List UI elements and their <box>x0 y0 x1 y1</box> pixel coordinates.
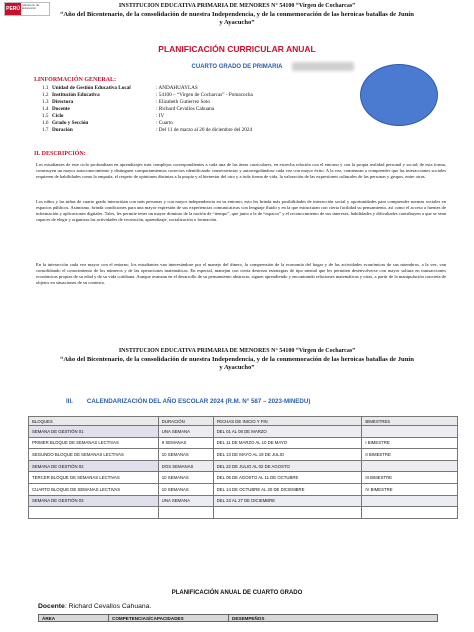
description-paragraph-3: En la interacción cada vez mayor con el entorno, los estudiantes van interesándose por el manejo del dinero, la comprensión de la economía del hogar y de las actividades económicas de sus miembros, a la vez, van consolidando el conocimiento de los números y de las operaciones matemáticas. En especial, manejan con cierta destreza estrategias de tipo mental que les permiten desenvolverse con mayor soltura en transacciones económicas propias de su edad y de su vida cotidiana. Aunque avanzan en el desarrollo de su pensamiento abstracto, siguen aprendiendo y encontrando relaciones matemáticas y otras, a partir de la manipulación concreta de objetos en situaciones de su contexto. <box>36 262 446 286</box>
cell-bloque: SEMANA DE GESTIÓN 02 <box>29 460 159 472</box>
info-row-value: : Del 11 de marzo al 20 de diciembre del 2024 <box>156 127 253 133</box>
table-row <box>29 460 458 472</box>
year-motto-2: “Año del Bicentenario, de la consolidación de nuestra Independencia, y de la conmemoración de las heroicas batallas de Junín y Ayacucho” <box>60 356 414 371</box>
cell-bloque: PRIMER BLOQUE DE SEMANAS LECTIVAS <box>29 437 159 449</box>
table-row <box>29 483 458 495</box>
year-motto: “Año del Bicentenario, de la consolidación de nuestra Independencia, y de la conmemoración de las heroicas batallas de Junín y Ayacucho” <box>60 11 414 26</box>
institution-name: INSTITUCION EDUCATIVA PRIMARIA DE MENORES N° 54100 “Virgen de Cocharcas” <box>118 3 356 9</box>
info-row-value: : Elizabeth Gutierrez Soto <box>156 99 211 105</box>
cell-duracion: 10 SEMANAS <box>158 472 213 484</box>
info-row-label: Duración <box>52 127 73 133</box>
description-paragraph-2: Los niños y las niñas de cuarto grado interactúan con más personas y con mayor independencia en su entorno; esto les brinda más posibilidades de interacción social y oportunidades para comprender normas sociales en espacios públicos. Asimismo, brinda condiciones para una mayor expresión de sus experiencias comunicativas con lenguaje fluido y en la que estructuran con cierta facilidad su pensamiento, así como el acceso a fuentes de información y aplicaciones digitales. Tales, les permite tener un mayor dominio de la noción de “tiempo”, que junto a la de “espacio” y el reconocimiento de sus intereses, habilidades y dificultades contribuyen a que se sean capaces de elegir y organizar las actividades de recreación, aprendizaje, socialización o formación. <box>36 199 446 223</box>
teacher-name: : Richard Cevallos Cahuana. <box>64 603 152 610</box>
decorative-ellipse <box>360 64 438 126</box>
info-row-number: 1.6 <box>42 120 49 126</box>
general-info-heading: I.INFORMACIÓN GENERAL: <box>34 77 117 83</box>
header-competencies: COMPETENCIAS/CAPACIDADES <box>109 615 229 622</box>
cell-fechas: DEL 14 DE OCTUBRE AL 20 DE DICIEMBRE <box>213 483 362 495</box>
info-row-number: 1.4 <box>42 106 49 112</box>
table-row <box>29 426 458 438</box>
redacted-section <box>292 62 354 71</box>
info-row-value: : 54100 – “Virgen de Cocharcas” - Pomacocha <box>156 92 253 98</box>
annual-plan-title: PLANIFICACIÓN ANUAL DE CUARTO GRADO <box>171 590 303 596</box>
table-row <box>29 437 458 449</box>
cell-bloque: SEMANA DE GESTIÓN 03 <box>29 495 159 507</box>
cell-duracion: UNA SEMANA <box>158 495 213 507</box>
table-row <box>29 495 458 507</box>
document-title: PLANIFICACIÓN CURRICULAR ANUAL <box>158 44 316 54</box>
table-row <box>29 472 458 484</box>
cell-duracion: 10 SEMANAS <box>158 449 213 461</box>
header-performances: DESEMPEÑOS <box>229 615 438 622</box>
cell-bloque <box>29 507 159 519</box>
info-row-value: : Cuarto <box>156 120 173 126</box>
cell-bloque: CUARTO BLOQUE DE SEMANAS LECTIVAS <box>29 483 159 495</box>
table-row <box>29 507 458 519</box>
table-header-row <box>29 417 458 426</box>
cell-bimestre <box>362 460 458 472</box>
cell-bimestre: II BIMESTRE <box>362 449 458 461</box>
info-row-number: 1.5 <box>42 113 49 119</box>
cell-duracion: 10 SEMANAS <box>158 483 213 495</box>
column-header: FECHAS DE INICIO Y FIN <box>213 417 362 426</box>
cell-fechas: DEL 22 DE JULIO AL 02 DE AGOSTO <box>213 460 362 472</box>
cell-fechas: DEL 23 AL 27 DE DICIEMBRE <box>213 495 362 507</box>
cell-fechas: DEL 01 AL 08 DE MARZO <box>213 426 362 438</box>
info-row-value: : Richard Cevallos Cahuana <box>156 106 215 112</box>
info-row-value: : IV <box>156 113 165 119</box>
info-row-label: Unidad de Gestión Educativa Local <box>52 85 131 91</box>
ministry-name: Ministerio de Educación <box>22 3 40 10</box>
info-row-label: Ciclo <box>52 113 64 119</box>
cell-fechas: DEL 11 DE MARZO AL 10 DE MAYO <box>213 437 362 449</box>
cell-bimestre <box>362 426 458 438</box>
cell-bimestre: III BIMESTRE <box>362 472 458 484</box>
column-header: BLOQUES <box>29 417 159 426</box>
cell-bloque: TERCER BLOQUE DE SEMANAS LECTIVAS <box>29 472 159 484</box>
cell-duracion: DOS SEMANAS <box>158 460 213 472</box>
header-area: ÁREA <box>39 615 109 622</box>
teacher-label: Docente <box>38 603 65 610</box>
cell-bimestre <box>362 495 458 507</box>
calendar-heading <box>66 398 310 405</box>
info-row-label: Institución Educativa <box>52 92 100 98</box>
peru-mark: PERÚ <box>5 3 21 15</box>
cell-duracion: 9 SEMANAS <box>158 437 213 449</box>
cell-fechas: DEL 13 DE MAYO AL 19 DE JULIO <box>213 449 362 461</box>
description-paragraph-1: Los estudiantes de este ciclo profundizan en aprendizajes más complejos correspondientes a cada una de las áreas curriculares, en estrecha relación con el entorno y con la propia realidad personal y social; de esta forma, construyen un mayor autoconocimiento y distinguen comportamientos correctos identificando consecuencias y autorregulándose cada vez con mayor éxito. A la vez, comienzan a comprender que las interacciones sociales requieren de habilidades como la empatía, el respeto de opiniones distintas a la propia y al bienestar del otro y a toda forma de vida, la valoración de las expresiones culturales de las personas y grupos, entre otras. <box>36 162 446 180</box>
description-heading: II. DESCRIPCIÓN: <box>34 151 86 157</box>
grade-title: CUARTO GRADO DE PRIMARIA <box>191 64 283 70</box>
cell-bimestre: I BIMESTRE <box>362 437 458 449</box>
cell-fechas <box>213 507 362 519</box>
info-row-number: 1.3 <box>42 99 49 105</box>
info-row-number: 1.2 <box>42 92 49 98</box>
column-header: DURACIÓN <box>158 417 213 426</box>
competencies-table <box>38 614 438 622</box>
cell-duracion <box>158 507 213 519</box>
info-row-number: 1.7 <box>42 127 49 133</box>
cell-bimestre: IV BIMESTRE <box>362 483 458 495</box>
cell-fechas: DEL 05 DE AGOSTO AL 11 DE OCTUBRE <box>213 472 362 484</box>
cell-bimestre <box>362 507 458 519</box>
table-row <box>29 449 458 461</box>
info-row-value: : ANDAHUAYLAS <box>156 85 198 91</box>
info-row-number: 1.1 <box>42 85 49 91</box>
cell-bloque: SEGUNDO BLOQUE DE SEMANAS LECTIVAS <box>29 449 159 461</box>
column-header: BIMESTRES <box>362 417 458 426</box>
cell-bloque: SEMANA DE GESTIÓN 01 <box>29 426 159 438</box>
school-calendar-table <box>28 416 458 519</box>
info-row-label: Directora <box>52 99 74 105</box>
info-row-label: Docente <box>52 106 70 112</box>
calendar-heading-number: III. <box>66 398 73 405</box>
calendar-heading-title: CALENDARIZACIÓN DEL AÑO ESCOLAR 2024 (R.M. N° 587 – 2023-MINEDU) <box>86 398 311 405</box>
cell-duracion: UNA SEMANA <box>158 426 213 438</box>
info-row-label: Grado y Sección <box>52 120 89 126</box>
institution-name-2: INSTITUCION EDUCATIVA PRIMARIA DE MENORES N° 54100 “Virgen de Cocharcas” <box>118 348 356 354</box>
minedu-logo <box>4 2 50 16</box>
teacher-line <box>38 603 151 610</box>
